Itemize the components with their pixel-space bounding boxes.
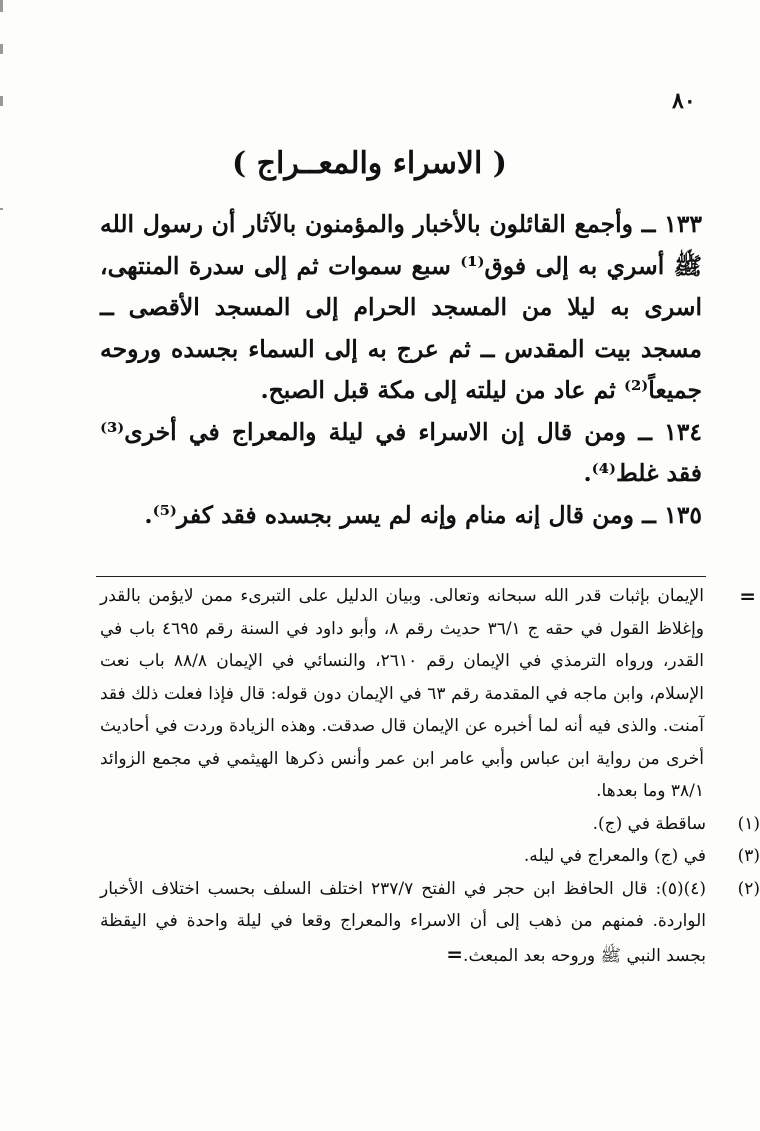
footnote-number: (١) <box>737 813 760 834</box>
footnote-number: (٣) <box>737 846 760 866</box>
footnote-text: في (ج) والمعراج في ليله. <box>523 846 706 866</box>
footnote-continued <box>100 580 756 808</box>
footnote-continued-text: الإيمان بإثبات قدر الله سبحانه وتعالى. وبيان الدليل على التبرىء ممن لايؤمن بالقدر وإغلاظ القول في حقه ج ٣٦/١ حديث رقم ٨، وأبو داود في السنة رقم ٤٦٩٥ باب في القدر، ورواه الترمذي في الإيمان رقم ٢٦١٠، والنسائي في الإيمان ٨٨/٨ باب نعت الإسلام، وابن ماجه في المقدمة رقم ٦٣ في الإيمان دون قوله: قال فإذا فعلت ذلك فقد آمنت. والذى فيه أنه لما أخبره عن الإيمان قال صدقت. وهذه الزيادة وردت في أحاديث أخرى من رواية ابن عباس وأبي عامر ابن عمر وأنس ذكرها الهيثمي في مجمع الزوائد ٣٨/١ وما بعدها. <box>100 586 704 801</box>
footnotes <box>100 580 760 972</box>
footnote-1 <box>100 808 760 841</box>
paragraph-135: ١٣٥ ــ ومن قال إنه منام وإنه لم يسر بجسده فقد كفر⁽⁵⁾. <box>144 500 702 529</box>
paragraph-133: ١٣٣ ــ وأجمع القائلون بالأخبار والمؤمنون بالآثار أن رسول الله ﷺ أسري به إلى فوق⁽¹⁾ سبع سموات ثم إلى سدرة المنتهى، اسرى به ليلا من المسجد الحرام إلى المسجد الأقصى ــ مسجد بيت المقدس ــ ثم عرج به إلى السماء بجسده وروحه جميعاً⁽²⁾ ثم عاد من ليلته إلى مكة قبل الصبح. <box>100 210 703 404</box>
footnote-text: ساقطة في (ج). <box>592 813 706 834</box>
footnote-number: (٢) <box>737 878 760 899</box>
footnote-2 <box>100 873 760 973</box>
continuation-mark: = <box>739 584 756 608</box>
footnote-separator <box>96 576 706 577</box>
footnote-text: (٤)(٥): قال الحافظ ابن حجر في الفتح ٢٣٧/٧ اختلف السلف بحسب اختلاف الأخبار الواردة. فمنهم من ذهب إلى أن الاسراء والمعراج وقعا في ليلة واحدة في اليقظة بجسد النبي ﷺ وروحه بعد المبعث. <box>100 878 706 966</box>
chapter-title: ( الاسراء والمعــراج ) <box>232 146 507 181</box>
paragraph-134: ١٣٤ ــ ومن قال إن الاسراء في ليلة والمعراج في أخرى⁽³⁾ فقد غلط⁽⁴⁾. <box>100 417 702 487</box>
page-number: ٨٠ <box>672 88 696 114</box>
footnote-3 <box>100 840 760 873</box>
trailing-mark: = <box>446 941 464 966</box>
main-text <box>100 204 702 536</box>
